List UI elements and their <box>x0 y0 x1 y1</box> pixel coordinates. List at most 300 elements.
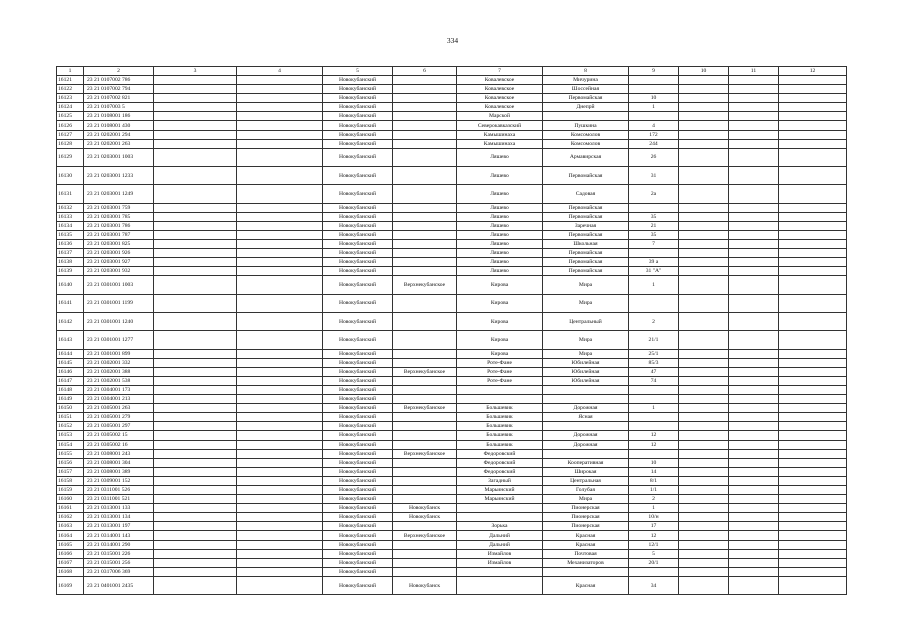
cell-locality <box>457 385 543 394</box>
cell-empty <box>729 130 779 139</box>
table-row <box>57 76 847 85</box>
cell-empty <box>779 167 847 185</box>
table-row <box>57 440 847 449</box>
cell-empty <box>729 495 779 504</box>
cell-district: Новокубанский <box>323 458 393 467</box>
cell-id: 16140 <box>57 276 84 294</box>
cell-street: Дорожная <box>543 431 629 440</box>
cell-empty <box>237 185 323 203</box>
cell-empty <box>154 367 237 376</box>
cell-district: Новокубанский <box>323 495 393 504</box>
cell-settlement: Новокубанск <box>393 576 457 594</box>
cell-empty <box>154 531 237 540</box>
cell-id: 16123 <box>57 94 84 103</box>
cell-empty <box>154 240 237 249</box>
cell-empty <box>237 76 323 85</box>
cell-empty <box>237 148 323 166</box>
cell-empty <box>154 331 237 349</box>
cell-house: 21 <box>629 221 679 230</box>
cell-empty <box>154 385 237 394</box>
cell-empty <box>237 522 323 531</box>
cell-street: Первомайская <box>543 258 629 267</box>
cell-empty <box>729 576 779 594</box>
cell-street: Первомайская <box>543 230 629 239</box>
cell-street <box>543 567 629 576</box>
cell-district: Новокубанский <box>323 240 393 249</box>
cell-locality: Большевик <box>457 404 543 413</box>
cell-empty <box>154 139 237 148</box>
cell-empty <box>679 540 729 549</box>
cell-district: Новокубанский <box>323 549 393 558</box>
cell-house: 31 "А" <box>629 267 679 276</box>
cell-empty <box>729 385 779 394</box>
cell-district: Новокубанский <box>323 413 393 422</box>
table-row <box>57 130 847 139</box>
cell-empty <box>237 504 323 513</box>
cell-settlement <box>393 331 457 349</box>
cell-cad: 23 21 0203001 1233 <box>84 167 154 185</box>
cell-house: 244 <box>629 139 679 148</box>
cell-empty <box>729 148 779 166</box>
cell-empty <box>729 276 779 294</box>
cell-cad: 23 21 0301001 1003 <box>84 276 154 294</box>
cell-house: 14 <box>629 467 679 476</box>
cell-empty <box>679 139 729 148</box>
cell-id: 16157 <box>57 467 84 476</box>
cell-cad: 23 21 0203001 759 <box>84 203 154 212</box>
cell-settlement <box>393 467 457 476</box>
cell-house <box>629 422 679 431</box>
cell-street: Мира <box>543 331 629 349</box>
cell-empty <box>679 576 729 594</box>
cell-cad: 23 21 0305001 279 <box>84 413 154 422</box>
cell-empty <box>729 230 779 239</box>
cell-empty <box>779 440 847 449</box>
cell-empty <box>237 549 323 558</box>
cell-district: Новокубанский <box>323 395 393 404</box>
cell-locality: Кирова <box>457 294 543 312</box>
cell-id: 16129 <box>57 148 84 166</box>
cell-empty <box>679 476 729 485</box>
cell-empty <box>729 103 779 112</box>
cell-empty <box>779 431 847 440</box>
cell-empty <box>729 467 779 476</box>
cell-district: Новокубанский <box>323 230 393 239</box>
cell-street: Механизаторов <box>543 558 629 567</box>
cell-empty <box>679 549 729 558</box>
cell-empty <box>154 230 237 239</box>
cell-cad: 23 21 0302001 332 <box>84 358 154 367</box>
cell-settlement <box>393 167 457 185</box>
cell-empty <box>779 413 847 422</box>
cell-district: Новокубанский <box>323 558 393 567</box>
cell-street: Шоссейная <box>543 85 629 94</box>
cell-cad: 23 21 0203001 825 <box>84 240 154 249</box>
cell-house: 7 <box>629 240 679 249</box>
cell-empty <box>237 203 323 212</box>
cell-cad: 23 21 0311001 521 <box>84 495 154 504</box>
cell-district: Новокубанский <box>323 576 393 594</box>
cell-cad: 23 21 0108001 430 <box>84 121 154 130</box>
cell-empty <box>679 148 729 166</box>
table-row <box>57 458 847 467</box>
cell-empty <box>237 85 323 94</box>
cell-street: Дорожная <box>543 404 629 413</box>
cell-district: Новокубанский <box>323 349 393 358</box>
cell-empty <box>729 121 779 130</box>
cell-empty <box>237 249 323 258</box>
cell-street: Пионерская <box>543 504 629 513</box>
cell-district: Новокубанский <box>323 112 393 121</box>
cell-empty <box>679 121 729 130</box>
table-row <box>57 139 847 148</box>
cell-empty <box>779 513 847 522</box>
cell-settlement <box>393 294 457 312</box>
cell-cad: 23 21 0311001 526 <box>84 485 154 494</box>
cell-empty <box>779 185 847 203</box>
cell-house: 21/1 <box>629 331 679 349</box>
cell-house: 1 <box>629 103 679 112</box>
table-row <box>57 148 847 166</box>
column-header: 1 <box>57 67 84 76</box>
cell-cad: 23 21 0107003 5 <box>84 103 154 112</box>
cell-street <box>543 449 629 458</box>
cell-empty <box>237 267 323 276</box>
cell-house <box>629 385 679 394</box>
cell-district: Новокубанский <box>323 85 393 94</box>
cell-cad: 23 21 0305002 16 <box>84 440 154 449</box>
cell-cad: 23 21 0313001 134 <box>84 513 154 522</box>
cell-empty <box>154 294 237 312</box>
cell-id: 16134 <box>57 221 84 230</box>
cell-district: Новокубанский <box>323 376 393 385</box>
cell-empty <box>729 558 779 567</box>
cell-cad: 23 21 0203001 1249 <box>84 185 154 203</box>
cell-settlement <box>393 558 457 567</box>
cell-street: Мичурина <box>543 76 629 85</box>
cell-locality: Зорька <box>457 522 543 531</box>
cell-empty <box>729 367 779 376</box>
cell-cad: 23 21 0304001 173 <box>84 385 154 394</box>
cell-cad: 23 21 0309001 152 <box>84 476 154 485</box>
cell-id: 16168 <box>57 567 84 576</box>
cell-cad: 23 21 0203001 932 <box>84 267 154 276</box>
cell-empty <box>779 76 847 85</box>
cell-empty <box>679 312 729 330</box>
column-header: 6 <box>393 67 457 76</box>
cell-empty <box>237 513 323 522</box>
table-row <box>57 121 847 130</box>
cell-empty <box>729 422 779 431</box>
cell-id: 16167 <box>57 558 84 567</box>
cell-empty <box>779 312 847 330</box>
cell-settlement <box>393 549 457 558</box>
cell-empty <box>679 103 729 112</box>
cell-empty <box>679 440 729 449</box>
cell-locality: Марской <box>457 112 543 121</box>
page-number: 334 <box>446 36 459 45</box>
cell-empty <box>154 476 237 485</box>
table-row <box>57 558 847 567</box>
cell-empty <box>779 94 847 103</box>
cell-empty <box>679 240 729 249</box>
cell-empty <box>729 112 779 121</box>
cell-street: Красная <box>543 531 629 540</box>
cell-empty <box>729 358 779 367</box>
cell-empty <box>729 94 779 103</box>
cell-empty <box>779 504 847 513</box>
table-row <box>57 540 847 549</box>
cell-empty <box>154 540 237 549</box>
cell-locality: Ковалевское <box>457 76 543 85</box>
table-row <box>57 367 847 376</box>
cell-empty <box>779 540 847 549</box>
cell-house: 35 <box>629 230 679 239</box>
cell-id: 16169 <box>57 576 84 594</box>
cell-empty <box>679 449 729 458</box>
cell-empty <box>154 167 237 185</box>
cell-empty <box>237 103 323 112</box>
table-row <box>57 431 847 440</box>
cell-empty <box>237 395 323 404</box>
cell-house: 17 <box>629 522 679 531</box>
cell-settlement <box>393 485 457 494</box>
cell-empty <box>729 567 779 576</box>
cell-empty <box>237 358 323 367</box>
cell-empty <box>154 395 237 404</box>
cell-district: Новокубанский <box>323 139 393 148</box>
cell-locality: Кирова <box>457 331 543 349</box>
cell-empty <box>237 413 323 422</box>
cell-id: 16125 <box>57 112 84 121</box>
cell-empty <box>154 549 237 558</box>
cell-id: 16148 <box>57 385 84 394</box>
cell-empty <box>154 558 237 567</box>
cell-settlement <box>393 522 457 531</box>
cell-empty <box>729 240 779 249</box>
cell-house: 1 <box>629 504 679 513</box>
cell-empty <box>679 130 729 139</box>
cell-empty <box>154 221 237 230</box>
cell-settlement <box>393 422 457 431</box>
cell-empty <box>154 413 237 422</box>
cell-empty <box>729 440 779 449</box>
cell-cad: 23 21 0301001 1277 <box>84 331 154 349</box>
cell-id: 16132 <box>57 203 84 212</box>
cell-empty <box>237 476 323 485</box>
cell-district: Новокубанский <box>323 185 393 203</box>
table-row <box>57 331 847 349</box>
cell-empty <box>779 230 847 239</box>
cell-empty <box>729 513 779 522</box>
cell-empty <box>154 467 237 476</box>
cell-empty <box>154 458 237 467</box>
cell-house: 2а <box>629 185 679 203</box>
cell-district: Новокубанский <box>323 504 393 513</box>
cell-locality: Ляшево <box>457 167 543 185</box>
cell-empty <box>779 358 847 367</box>
cell-empty <box>237 121 323 130</box>
cell-id: 16154 <box>57 440 84 449</box>
cell-empty <box>729 258 779 267</box>
cell-street: Юбилейная <box>543 358 629 367</box>
cell-cad: 23 21 0203001 786 <box>84 221 154 230</box>
cell-empty <box>679 385 729 394</box>
cell-locality: Ковалевское <box>457 85 543 94</box>
cell-house: 12 <box>629 431 679 440</box>
cell-empty <box>154 449 237 458</box>
cell-id: 16145 <box>57 358 84 367</box>
cell-street: Центральная <box>543 476 629 485</box>
table-row <box>57 422 847 431</box>
cell-empty <box>729 449 779 458</box>
cell-settlement <box>393 148 457 166</box>
cell-locality: Ляшево <box>457 267 543 276</box>
cell-street <box>543 112 629 121</box>
cell-empty <box>779 385 847 394</box>
cell-id: 16152 <box>57 422 84 431</box>
cell-district: Новокубанский <box>323 367 393 376</box>
column-header: 7 <box>457 67 543 76</box>
cell-empty <box>779 258 847 267</box>
cell-district: Новокубанский <box>323 249 393 258</box>
table-row <box>57 476 847 485</box>
cell-cad: 23 21 0304001 213 <box>84 395 154 404</box>
cell-locality <box>457 395 543 404</box>
cell-id: 16144 <box>57 349 84 358</box>
cell-district: Новокубанский <box>323 76 393 85</box>
register-table <box>56 66 847 595</box>
table-row <box>57 349 847 358</box>
cell-empty <box>154 249 237 258</box>
cell-id: 16166 <box>57 549 84 558</box>
cell-empty <box>154 522 237 531</box>
cell-street: Широкая <box>543 467 629 476</box>
cell-locality: Роте-Фане <box>457 358 543 367</box>
cell-empty <box>679 413 729 422</box>
cell-id: 16142 <box>57 312 84 330</box>
cell-id: 16136 <box>57 240 84 249</box>
cell-district: Новокубанский <box>323 212 393 221</box>
cell-empty <box>779 139 847 148</box>
cell-house: 74 <box>629 376 679 385</box>
cell-house: 34 <box>629 576 679 594</box>
cell-street: Ясная <box>543 413 629 422</box>
cell-empty <box>237 167 323 185</box>
cell-cad: 23 21 0301001 1240 <box>84 312 154 330</box>
cell-empty <box>729 267 779 276</box>
cell-empty <box>779 240 847 249</box>
cell-empty <box>679 276 729 294</box>
cell-cad: 23 21 0314001 290 <box>84 540 154 549</box>
cell-cad: 23 21 0203001 1003 <box>84 148 154 166</box>
cell-empty <box>729 249 779 258</box>
cell-empty <box>729 504 779 513</box>
cell-locality: Кирова <box>457 276 543 294</box>
table-row <box>57 94 847 103</box>
cell-district: Новокубанский <box>323 258 393 267</box>
cell-settlement <box>393 230 457 239</box>
cell-cad: 23 21 0202001 294 <box>84 130 154 139</box>
cell-empty <box>154 103 237 112</box>
cell-locality: Дальний <box>457 540 543 549</box>
cell-empty <box>679 495 729 504</box>
cell-district: Новокубанский <box>323 513 393 522</box>
cell-house: 10/н <box>629 513 679 522</box>
cell-id: 16165 <box>57 540 84 549</box>
cell-locality: Кирова <box>457 349 543 358</box>
cell-cad: 23 21 0308001 243 <box>84 449 154 458</box>
cell-locality: Ляшево <box>457 185 543 203</box>
cell-empty <box>237 312 323 330</box>
cell-settlement <box>393 540 457 549</box>
cell-empty <box>779 267 847 276</box>
column-header: 4 <box>237 67 323 76</box>
cell-district: Новокубанский <box>323 94 393 103</box>
cell-house: 26 <box>629 148 679 166</box>
cell-empty <box>154 276 237 294</box>
cell-house: 4 <box>629 121 679 130</box>
cell-street: Заречная <box>543 221 629 230</box>
cell-empty <box>779 294 847 312</box>
cell-cad: 23 21 0301001 899 <box>84 349 154 358</box>
cell-street: Первомайская <box>543 212 629 221</box>
cell-settlement: Верхнекубанское <box>393 276 457 294</box>
cell-street: Комсомолов <box>543 130 629 139</box>
cell-cad: 23 21 0203001 927 <box>84 258 154 267</box>
column-header: 11 <box>729 67 779 76</box>
cell-house: 47 <box>629 367 679 376</box>
cell-locality: Роте-Фане <box>457 367 543 376</box>
cell-settlement <box>393 130 457 139</box>
table-row <box>57 267 847 276</box>
cell-empty <box>679 531 729 540</box>
cell-cad: 23 21 0315001 256 <box>84 558 154 567</box>
cell-settlement <box>393 395 457 404</box>
cell-empty <box>729 139 779 148</box>
cell-district: Новокубанский <box>323 522 393 531</box>
cell-empty <box>237 294 323 312</box>
cell-cad: 23 21 0301001 1199 <box>84 294 154 312</box>
cell-id: 16126 <box>57 121 84 130</box>
cell-cad: 23 21 0305002 15 <box>84 431 154 440</box>
table-row <box>57 495 847 504</box>
cell-empty <box>237 485 323 494</box>
cell-empty <box>237 531 323 540</box>
cell-empty <box>237 367 323 376</box>
cell-id: 16150 <box>57 404 84 413</box>
cell-empty <box>237 458 323 467</box>
table-row <box>57 103 847 112</box>
cell-house: 12 <box>629 531 679 540</box>
table-row <box>57 513 847 522</box>
cell-cad: 23 21 0313001 133 <box>84 504 154 513</box>
cell-empty <box>154 440 237 449</box>
cell-empty <box>154 312 237 330</box>
cell-empty <box>237 221 323 230</box>
cell-id: 16130 <box>57 167 84 185</box>
table-row <box>57 276 847 294</box>
cell-id: 16163 <box>57 522 84 531</box>
cell-street: Школьная <box>543 240 629 249</box>
cell-id: 16149 <box>57 395 84 404</box>
cell-settlement: Верхнекубанское <box>393 531 457 540</box>
cell-settlement <box>393 267 457 276</box>
cell-id: 16151 <box>57 413 84 422</box>
cell-cad: 23 21 0203001 785 <box>84 212 154 221</box>
cell-locality: Загадный <box>457 476 543 485</box>
cell-empty <box>679 249 729 258</box>
